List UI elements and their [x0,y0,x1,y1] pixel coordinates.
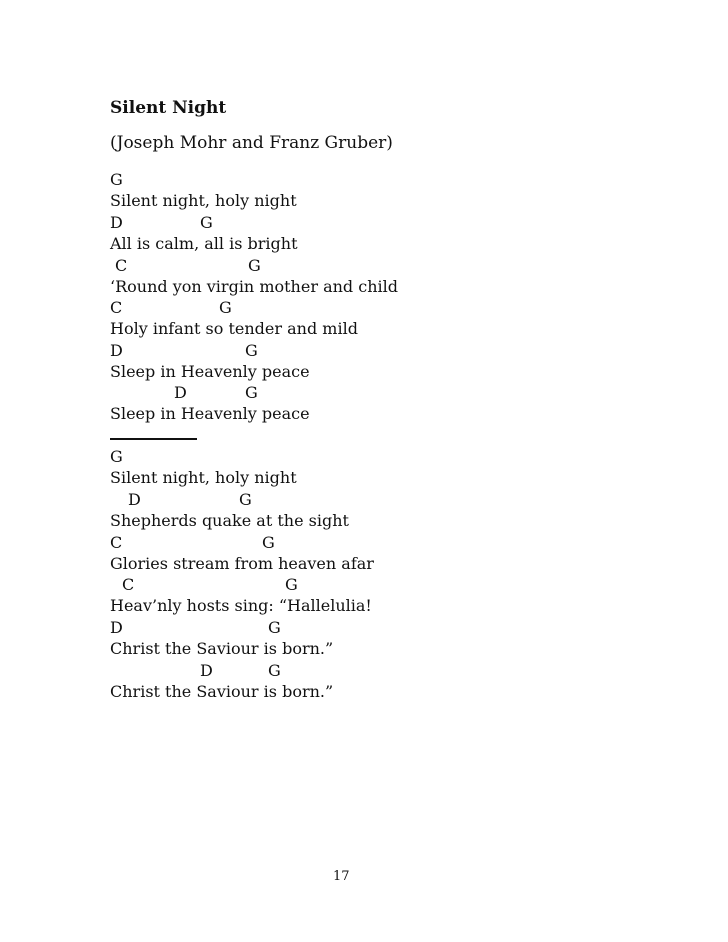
chord: G [268,661,281,680]
chord: G [262,533,275,552]
chord: D [174,383,187,402]
lyric-line: Glories stream from heaven afar [110,554,374,573]
chord: C [110,533,123,552]
lyric-line: Holy infant so tender and mild [110,319,358,338]
chord: G [268,618,281,637]
chord: G [239,490,252,509]
lyric-line: Heav’nly hosts sing: “Hallelulia! [110,596,372,615]
song-title: Silent Night [110,98,227,118]
chord: D [110,341,123,360]
chord: G [245,383,258,402]
chord: D [200,661,213,680]
lyric-line: Shepherds quake at the sight [110,511,349,530]
chord: D [110,618,123,637]
chord: D [128,490,141,509]
chord: G [219,298,232,317]
chord: G [285,575,298,594]
lyric-line: Sleep in Heavenly peace [110,404,310,423]
page-number: 17 [333,869,350,884]
chord: G [110,447,123,466]
verse-divider [110,438,197,440]
chord: C [122,575,135,594]
lyric-line: Silent night, holy night [110,468,297,487]
lyric-line: ‘Round yon virgin mother and child [110,277,398,296]
chord: G [200,213,213,232]
chord: G [248,256,261,275]
chord: D [110,213,123,232]
lyric-line: Silent night, holy night [110,191,297,210]
lyric-line: Christ the Saviour is born.” [110,682,334,701]
chord: C [115,256,128,275]
chord: C [110,298,123,317]
chord: G [245,341,258,360]
song-authors: (Joseph Mohr and Franz Gruber) [110,133,393,153]
lyric-line: Sleep in Heavenly peace [110,362,310,381]
lyric-line: Christ the Saviour is born.” [110,639,334,658]
lyric-line: All is calm, all is bright [110,234,298,253]
chord: G [110,170,123,189]
